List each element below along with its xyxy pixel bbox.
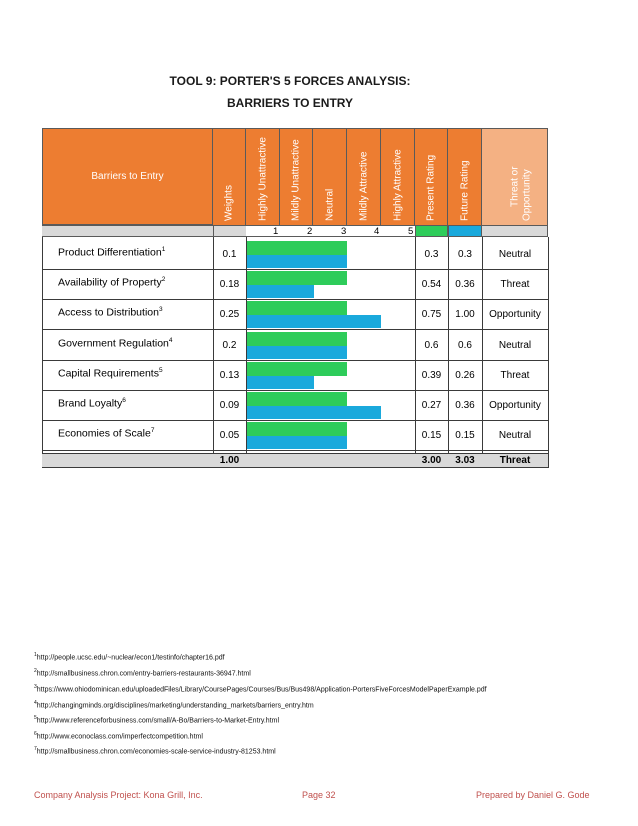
footnote-url: http://smallbusiness.chron.com/economies-scale-service-industry-81253.html	[36, 748, 276, 756]
grid-line	[482, 237, 483, 468]
row-divider	[42, 299, 548, 300]
factor-name	[58, 337, 173, 350]
future-score-bar	[246, 255, 347, 268]
factor-name	[58, 276, 165, 289]
weight-cell: 0.1	[222, 249, 237, 260]
present-rating-cell: 0.3	[424, 249, 439, 260]
footnote-url: https://www.ohiodominican.edu/uploadedFiles/Library/CoursePages/Courses/Bus/Bus498/Application-PortersFiveForcesModelPaperExample.pdf	[36, 686, 487, 694]
footnote-link[interactable]	[34, 652, 225, 661]
weight-cell: 0.25	[219, 309, 240, 321]
total-weight: 1.00	[219, 455, 240, 466]
footnote-url: http://www.referenceforbusiness.com/small/A-Bo/Barriers-to-Market-Entry.html	[36, 717, 279, 725]
footnote-link[interactable]	[34, 731, 203, 740]
scale-row-weights	[213, 225, 246, 237]
row-divider	[42, 360, 548, 361]
outcome-cell: Opportunity	[489, 309, 541, 321]
footnote-link[interactable]	[34, 700, 314, 709]
footer-left: Company Analysis Project: Kona Grill, Inc.	[34, 790, 203, 800]
future-score-bar	[246, 436, 347, 449]
total-outcome: Threat	[499, 455, 531, 466]
weights-header: Weights	[213, 128, 246, 225]
present-score-bar	[246, 301, 347, 315]
outcome-cell: Neutral	[498, 430, 532, 442]
footnote-ref: 7	[150, 427, 155, 435]
grid-line	[246, 237, 247, 453]
scale-tick-1: 1	[273, 226, 279, 237]
present-rating-header: Present Rating	[415, 128, 448, 225]
future-score-bar	[246, 285, 314, 298]
future-rating-cell: 1.00	[455, 309, 475, 321]
row-divider	[42, 329, 548, 330]
outcome-cell: Threat	[500, 279, 530, 291]
row-divider	[42, 420, 548, 421]
present-score-bar	[246, 422, 347, 436]
total-future: 3.03	[455, 455, 475, 466]
weight-cell: 0.18	[219, 279, 240, 291]
present-rating-cell: 0.39	[421, 369, 442, 381]
factor-name-text: Product Differentiation	[58, 246, 162, 259]
present-score-bar	[246, 241, 347, 255]
row-divider	[42, 269, 548, 270]
footnote-url: http://smallbusiness.chron.com/entry-barriers-restaurants-36947.html	[36, 670, 251, 678]
future-rating-cell: 0.36	[455, 400, 475, 411]
threat-opportunity-header: Threat or Opportunity	[482, 128, 548, 225]
scale-tick-2: 2	[307, 226, 313, 237]
factor-name-text: Brand Loyalty	[58, 397, 123, 410]
present-score-bar	[246, 332, 347, 346]
footnote-ref: 1	[161, 246, 166, 253]
footer-page: Page 32	[302, 790, 336, 800]
factor-name-text: Government Regulation	[58, 337, 169, 350]
neutral-header: Neutral	[313, 128, 347, 225]
weight-cell: 0.09	[219, 400, 240, 411]
footnote-number: 5	[34, 715, 37, 721]
future-rating-cell: 0.36	[455, 279, 475, 291]
highly-attractive-header: Highly Attractive	[381, 128, 415, 225]
factor-name	[58, 427, 154, 440]
footnote-number: 6	[34, 731, 37, 737]
footnote-url: http://www.econoclass.com/imperfectcompetition.html	[36, 733, 203, 741]
factor-name-text: Availability of Property	[58, 276, 162, 289]
grid-line	[548, 237, 549, 468]
page-title: TOOL 9: PORTER'S 5 FORCES ANALYSIS:	[169, 74, 411, 88]
mildly-attractive-header: Mildly Attractive	[347, 128, 381, 225]
future-rating-cell: 0.26	[455, 369, 475, 381]
footnote-number: 3	[34, 684, 37, 690]
factor-name	[58, 246, 165, 259]
barriers-header	[42, 128, 213, 225]
barriers-header-label: Barriers to Entry	[91, 171, 164, 182]
footnote-ref: 4	[168, 336, 173, 344]
grid-line	[213, 237, 214, 468]
factor-name-text: Economies of Scale	[58, 427, 151, 440]
footer-right: Prepared by Daniel G. Gode	[476, 790, 590, 800]
footnote-link[interactable]	[34, 684, 487, 693]
present-rating-cell: 0.27	[421, 400, 442, 411]
factor-name	[58, 367, 163, 380]
present-rating-cell: 0.75	[421, 309, 442, 321]
footnote-url: http://people.ucsc.edu/~nuclear/econ1/testinfo/chapter16.pdf	[36, 654, 225, 662]
scale-tick-3: 3	[341, 226, 347, 237]
future-rating-cell: 0.3	[458, 249, 472, 260]
scale-row-numbers	[246, 225, 415, 237]
future-score-bar	[246, 376, 314, 389]
present-score-bar	[246, 392, 347, 406]
footnote-ref: 5	[158, 366, 163, 374]
future-rating-cell: 0.15	[455, 430, 475, 442]
outcome-cell: Neutral	[498, 249, 532, 260]
future-score-bar	[246, 315, 381, 328]
weight-cell: 0.2	[222, 339, 237, 351]
outcome-cell: Threat	[500, 369, 530, 381]
row-divider	[42, 450, 548, 451]
present-rating-cell: 0.15	[421, 430, 442, 442]
footnote-number: 4	[34, 700, 37, 706]
footnote-number: 2	[34, 668, 37, 674]
footnote-link[interactable]	[34, 746, 276, 755]
mildly-unattractive-header: Mildly Unattractive	[280, 128, 313, 225]
factor-name	[58, 306, 163, 319]
weight-cell: 0.05	[219, 430, 240, 442]
scale-tick-4: 4	[374, 226, 380, 237]
present-rating-cell: 0.54	[421, 279, 442, 291]
footnote-ref: 6	[122, 397, 126, 404]
footnote-link[interactable]	[34, 715, 279, 724]
factor-name	[58, 397, 126, 410]
footnote-number: 7	[34, 746, 37, 752]
grid-line	[448, 237, 449, 468]
grid-line	[415, 237, 416, 453]
present-legend-swatch	[415, 225, 448, 237]
footnote-ref: 3	[158, 306, 163, 314]
scale-row-blank	[42, 225, 213, 237]
outcome-cell: Neutral	[498, 339, 532, 351]
footnote-number: 1	[34, 652, 37, 658]
footnote-ref: 2	[161, 276, 166, 284]
future-score-bar	[246, 346, 347, 359]
grid-line	[42, 237, 43, 468]
present-score-bar	[246, 362, 347, 376]
scale-tick-5: 5	[408, 226, 414, 237]
present-score-bar	[246, 271, 347, 285]
outcome-cell: Opportunity	[489, 400, 541, 411]
future-score-bar	[246, 406, 381, 419]
future-rating-cell: 0.6	[458, 339, 472, 351]
scale-row-threat	[482, 225, 548, 237]
weight-cell: 0.13	[219, 369, 240, 381]
total-present: 3.00	[421, 455, 442, 466]
highly-unattractive-header: Highly Unattractive	[246, 128, 280, 225]
footnote-url: http://changingminds.org/disciplines/marketing/understanding_markets/barriers_entry.htm	[36, 702, 314, 710]
present-rating-cell: 0.6	[424, 339, 439, 351]
page-subtitle: BARRIERS TO ENTRY	[226, 96, 353, 110]
future-rating-header: Future Rating	[448, 128, 482, 225]
factor-name-text: Capital Requirements	[58, 367, 159, 380]
factor-name-text: Access to Distribution	[58, 306, 159, 319]
footnote-link[interactable]	[34, 668, 251, 677]
row-divider	[42, 390, 548, 391]
future-legend-swatch	[448, 225, 482, 237]
